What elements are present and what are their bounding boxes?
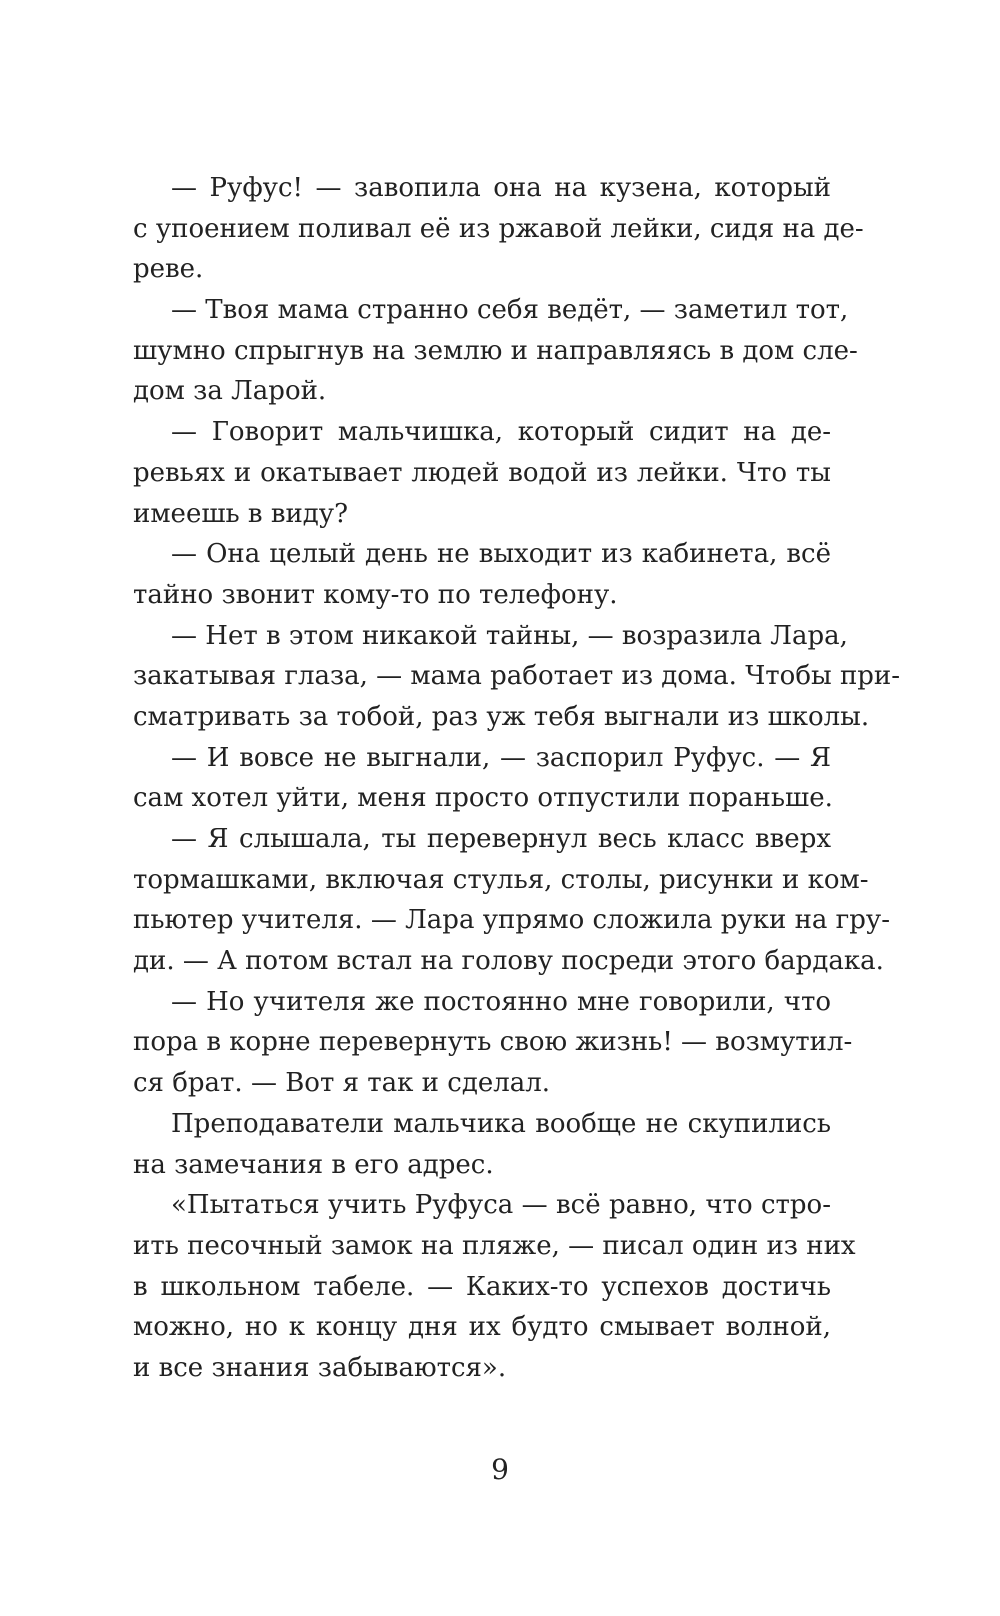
text-line: пьютер учителя. — Лара упрямо сложила руки на гру- bbox=[133, 905, 891, 936]
text-line: можно, но к концу дня их будто смывает волной, bbox=[133, 1312, 831, 1343]
text-line: ся брат. — Вот я так и сделал. bbox=[133, 1068, 551, 1099]
text-line: тормашками, включая стулья, столы, рисунки и ком- bbox=[133, 864, 869, 895]
text-line: — Она целый день не выходит из кабинета, всё bbox=[171, 539, 831, 570]
text-line: с упоением поливал её из ржавой лейки, сидя на де- bbox=[133, 213, 864, 244]
text-line: — Твоя мама странно себя ведёт, — заметил тот, bbox=[171, 295, 849, 326]
text-line: — И вовсе не выгнали, — заспорил Руфус. — Я bbox=[171, 742, 831, 773]
text-line: тайно звонит кому-то по телефону. bbox=[133, 579, 618, 610]
text-line: — Руфус! — завопила она на кузена, который bbox=[171, 173, 831, 203]
text-line: ить песочный замок на пляже, — писал один из них bbox=[133, 1230, 856, 1261]
text-line: пора в корне перевернуть свою жизнь! — возмутил- bbox=[133, 1027, 853, 1058]
text-line: на замечания в его адрес. bbox=[133, 1149, 494, 1180]
text-line: — Нет в этом никакой тайны, — возразила Лара, bbox=[171, 620, 848, 651]
text-line: ди. — А потом встал на голову посреди этого бардака. bbox=[133, 946, 884, 977]
text-line: — Но учителя же постоянно мне говорили, что bbox=[171, 986, 831, 1017]
text-line: в школьном табеле. — Каких-то успехов достичь bbox=[133, 1271, 831, 1302]
body-text bbox=[133, 168, 901, 1389]
page-number: 9 bbox=[491, 1453, 509, 1486]
text-line: и все знания забываются». bbox=[133, 1352, 507, 1383]
text-line: имеешь в виду? bbox=[133, 498, 349, 529]
text-line: сам хотел уйти, меня просто отпустили пораньше. bbox=[133, 783, 833, 814]
text-line: сматривать за тобой, раз уж тебя выгнали из школы. bbox=[133, 701, 870, 732]
text-line: закатывая глаза, — мама работает из дома. Чтобы при- bbox=[133, 661, 901, 692]
text-line: ревьях и окатывает людей водой из лейки. Что ты bbox=[133, 457, 831, 488]
text-line: — Я слышала, ты перевернул весь класс вверх bbox=[171, 824, 831, 854]
text-line: Преподаватели мальчика вообще не скупились bbox=[171, 1108, 831, 1139]
text-line: реве. bbox=[133, 254, 204, 285]
text-line: дом за Ларой. bbox=[133, 376, 327, 407]
text-line: — Говорит мальчишка, который сидит на де- bbox=[171, 417, 831, 448]
text-line: «Пытаться учить Руфуса — всё равно, что стро- bbox=[171, 1190, 831, 1221]
text-line: шумно спрыгнув на землю и направляясь в дом сле- bbox=[133, 335, 858, 366]
